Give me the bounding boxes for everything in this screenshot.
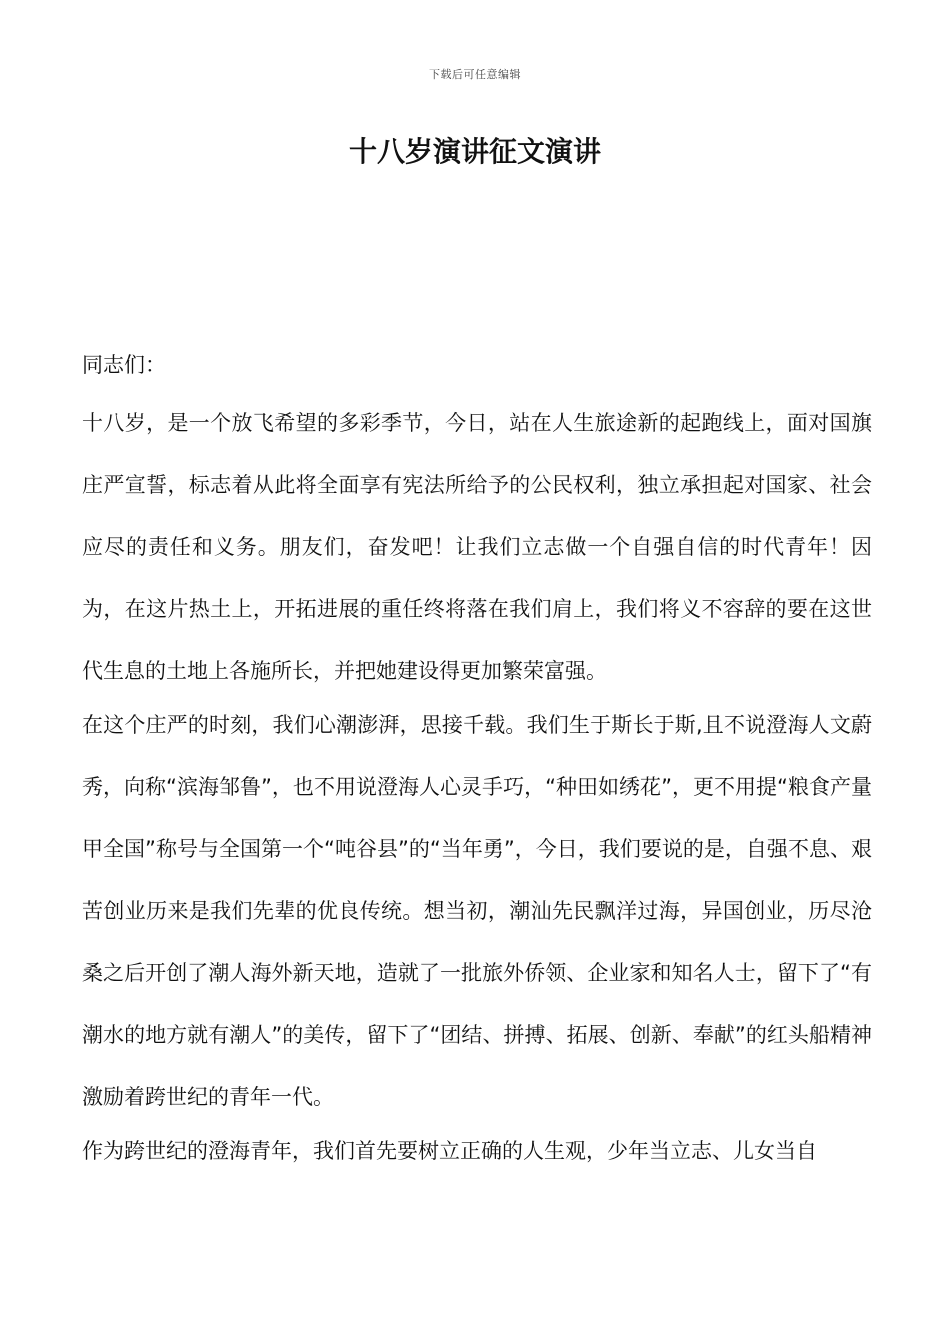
paragraph-3: 作为跨世纪的澄海青年，我们首先要树立正确的人生观，少年当立志、儿女当自 <box>82 1139 817 1163</box>
paragraph-1: 十八岁，是一个放飞希望的多彩季节，今日，站在人生旅途新的起跑线上，面对国旗庄严宣誓，标志着从此将全面享有宪法所给予的公民权利，独立承担起对国家、社会应尽的责任和义务。朋友们，奋发吧！让我们立志做一个自强自信的时代青年！因为，在这片热土上，开拓进展的重任终将落在我们肩上，我们将义不容辞的要在这世代生息的土地上各施所长，并把她建设得更加繁荣富强。 <box>82 411 872 683</box>
document-title: 十八岁演讲征文演讲 <box>348 135 601 168</box>
header-note: 下载后可任意编辑 <box>429 68 521 81</box>
document-body <box>82 334 872 1182</box>
paragraph-2: 在这个庄严的时刻，我们心潮澎湃，思接千载。我们生于斯长于斯,且不说澄海人文蔚秀，向称“滨海邹鲁”，也不用说澄海人心灵手巧，“种田如绣花”，更不用提“粮食产量甲全国”称号与全国第一个“吨谷县”的“当年勇”，今日，我们要说的是，自强不息、艰苦创业历来是我们先辈的优良传统。想当初，潮汕先民飘洋过海，异国创业，历尽沧桑之后开创了潮人海外新天地，造就了一批旅外侨领、企业家和知名人士，留下了“有潮水的地方就有潮人”的美传，留下了“团结、拼搏、拓展、创新、奉献”的红头船精神激励着跨世纪的青年一代。 <box>82 713 872 1109</box>
salutation: 同志们： <box>82 353 166 377</box>
